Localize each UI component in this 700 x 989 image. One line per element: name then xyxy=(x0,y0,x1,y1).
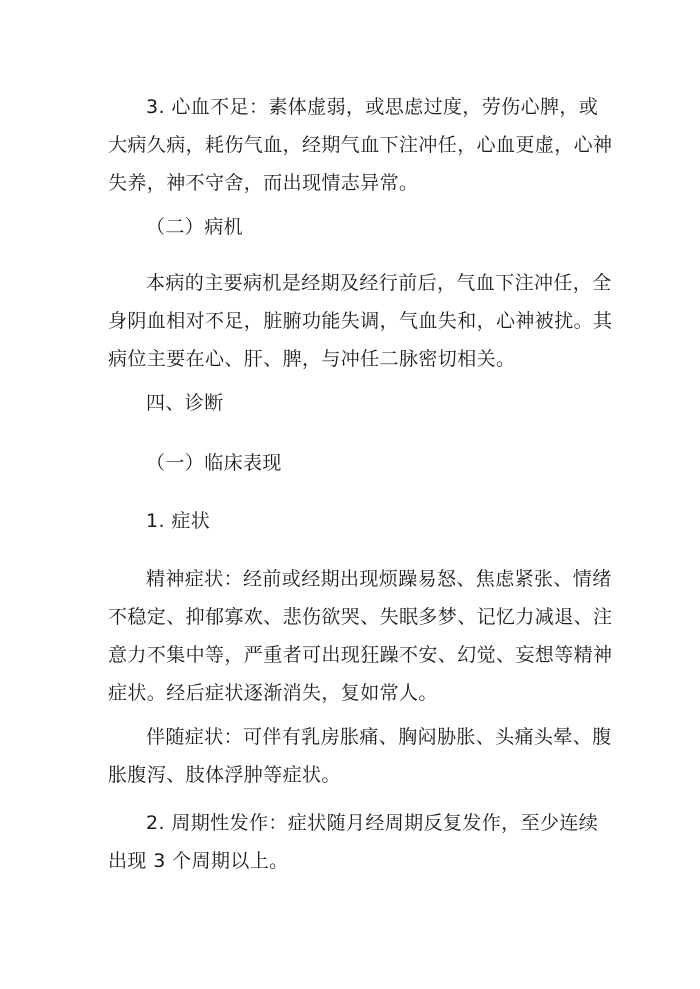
paragraph-bingji xyxy=(108,264,613,378)
paragraph-bansui-zhengzhuang xyxy=(108,718,612,794)
text-line: 不稳定、抑郁寡欢、悲伤欲哭、失眠多梦、记忆力减退、注 xyxy=(108,606,613,628)
text-line: 失养，神不守舍，而出现情志异常。 xyxy=(108,172,419,194)
text-line: 出现 3 个周期以上。 xyxy=(108,850,289,872)
heading-text: 四、诊断 xyxy=(146,392,224,414)
text-line: 意力不集中等，严重者可出现狂躁不安、幻觉、妄想等精神 xyxy=(108,644,613,666)
heading-text: 1. 症状 xyxy=(146,510,211,532)
text-line: 2. 周期性发作：症状随月经周期反复发作，至少连续 xyxy=(146,812,599,834)
text-line: 症状。经后症状逐渐消失，复如常人。 xyxy=(108,682,438,704)
text-line: 精神症状：经前或经期出现烦躁易怒、焦虑紧张、情绪 xyxy=(146,568,612,590)
paragraph-jingshen-zhengzhuang xyxy=(108,560,613,712)
text-line: 胀腹泻、肢体浮肿等症状。 xyxy=(108,764,341,786)
text-line: 大病久病，耗伤气血，经期气血下注冲任，心血更虚，心神 xyxy=(108,134,613,156)
text-line: 伴随症状：可伴有乳房胀痛、胸闷胁胀、头痛头晕、腹 xyxy=(146,726,612,748)
text-line: 本病的主要病机是经期及经行前后，气血下注冲任，全 xyxy=(146,272,612,294)
section-heading-bingji xyxy=(146,208,606,246)
section-heading-zhengzhuang xyxy=(146,502,606,540)
section-heading-linchuang xyxy=(146,444,606,482)
paragraph-zhouqixing xyxy=(108,804,606,880)
heading-text: （一）临床表现 xyxy=(146,452,282,474)
heading-text: （二）病机 xyxy=(146,216,244,238)
text-line: 病位主要在心、肝、脾，与冲任二脉密切相关。 xyxy=(108,348,516,370)
section-heading-zhenduan xyxy=(146,384,606,422)
text-line: 3. 心血不足：素体虚弱，或思虑过度，劳伤心脾，或 xyxy=(146,96,599,118)
text-line: 身阴血相对不足，脏腑功能失调，气血失和，心神被扰。其 xyxy=(108,310,613,332)
paragraph-xinxue-buzu xyxy=(108,88,613,202)
